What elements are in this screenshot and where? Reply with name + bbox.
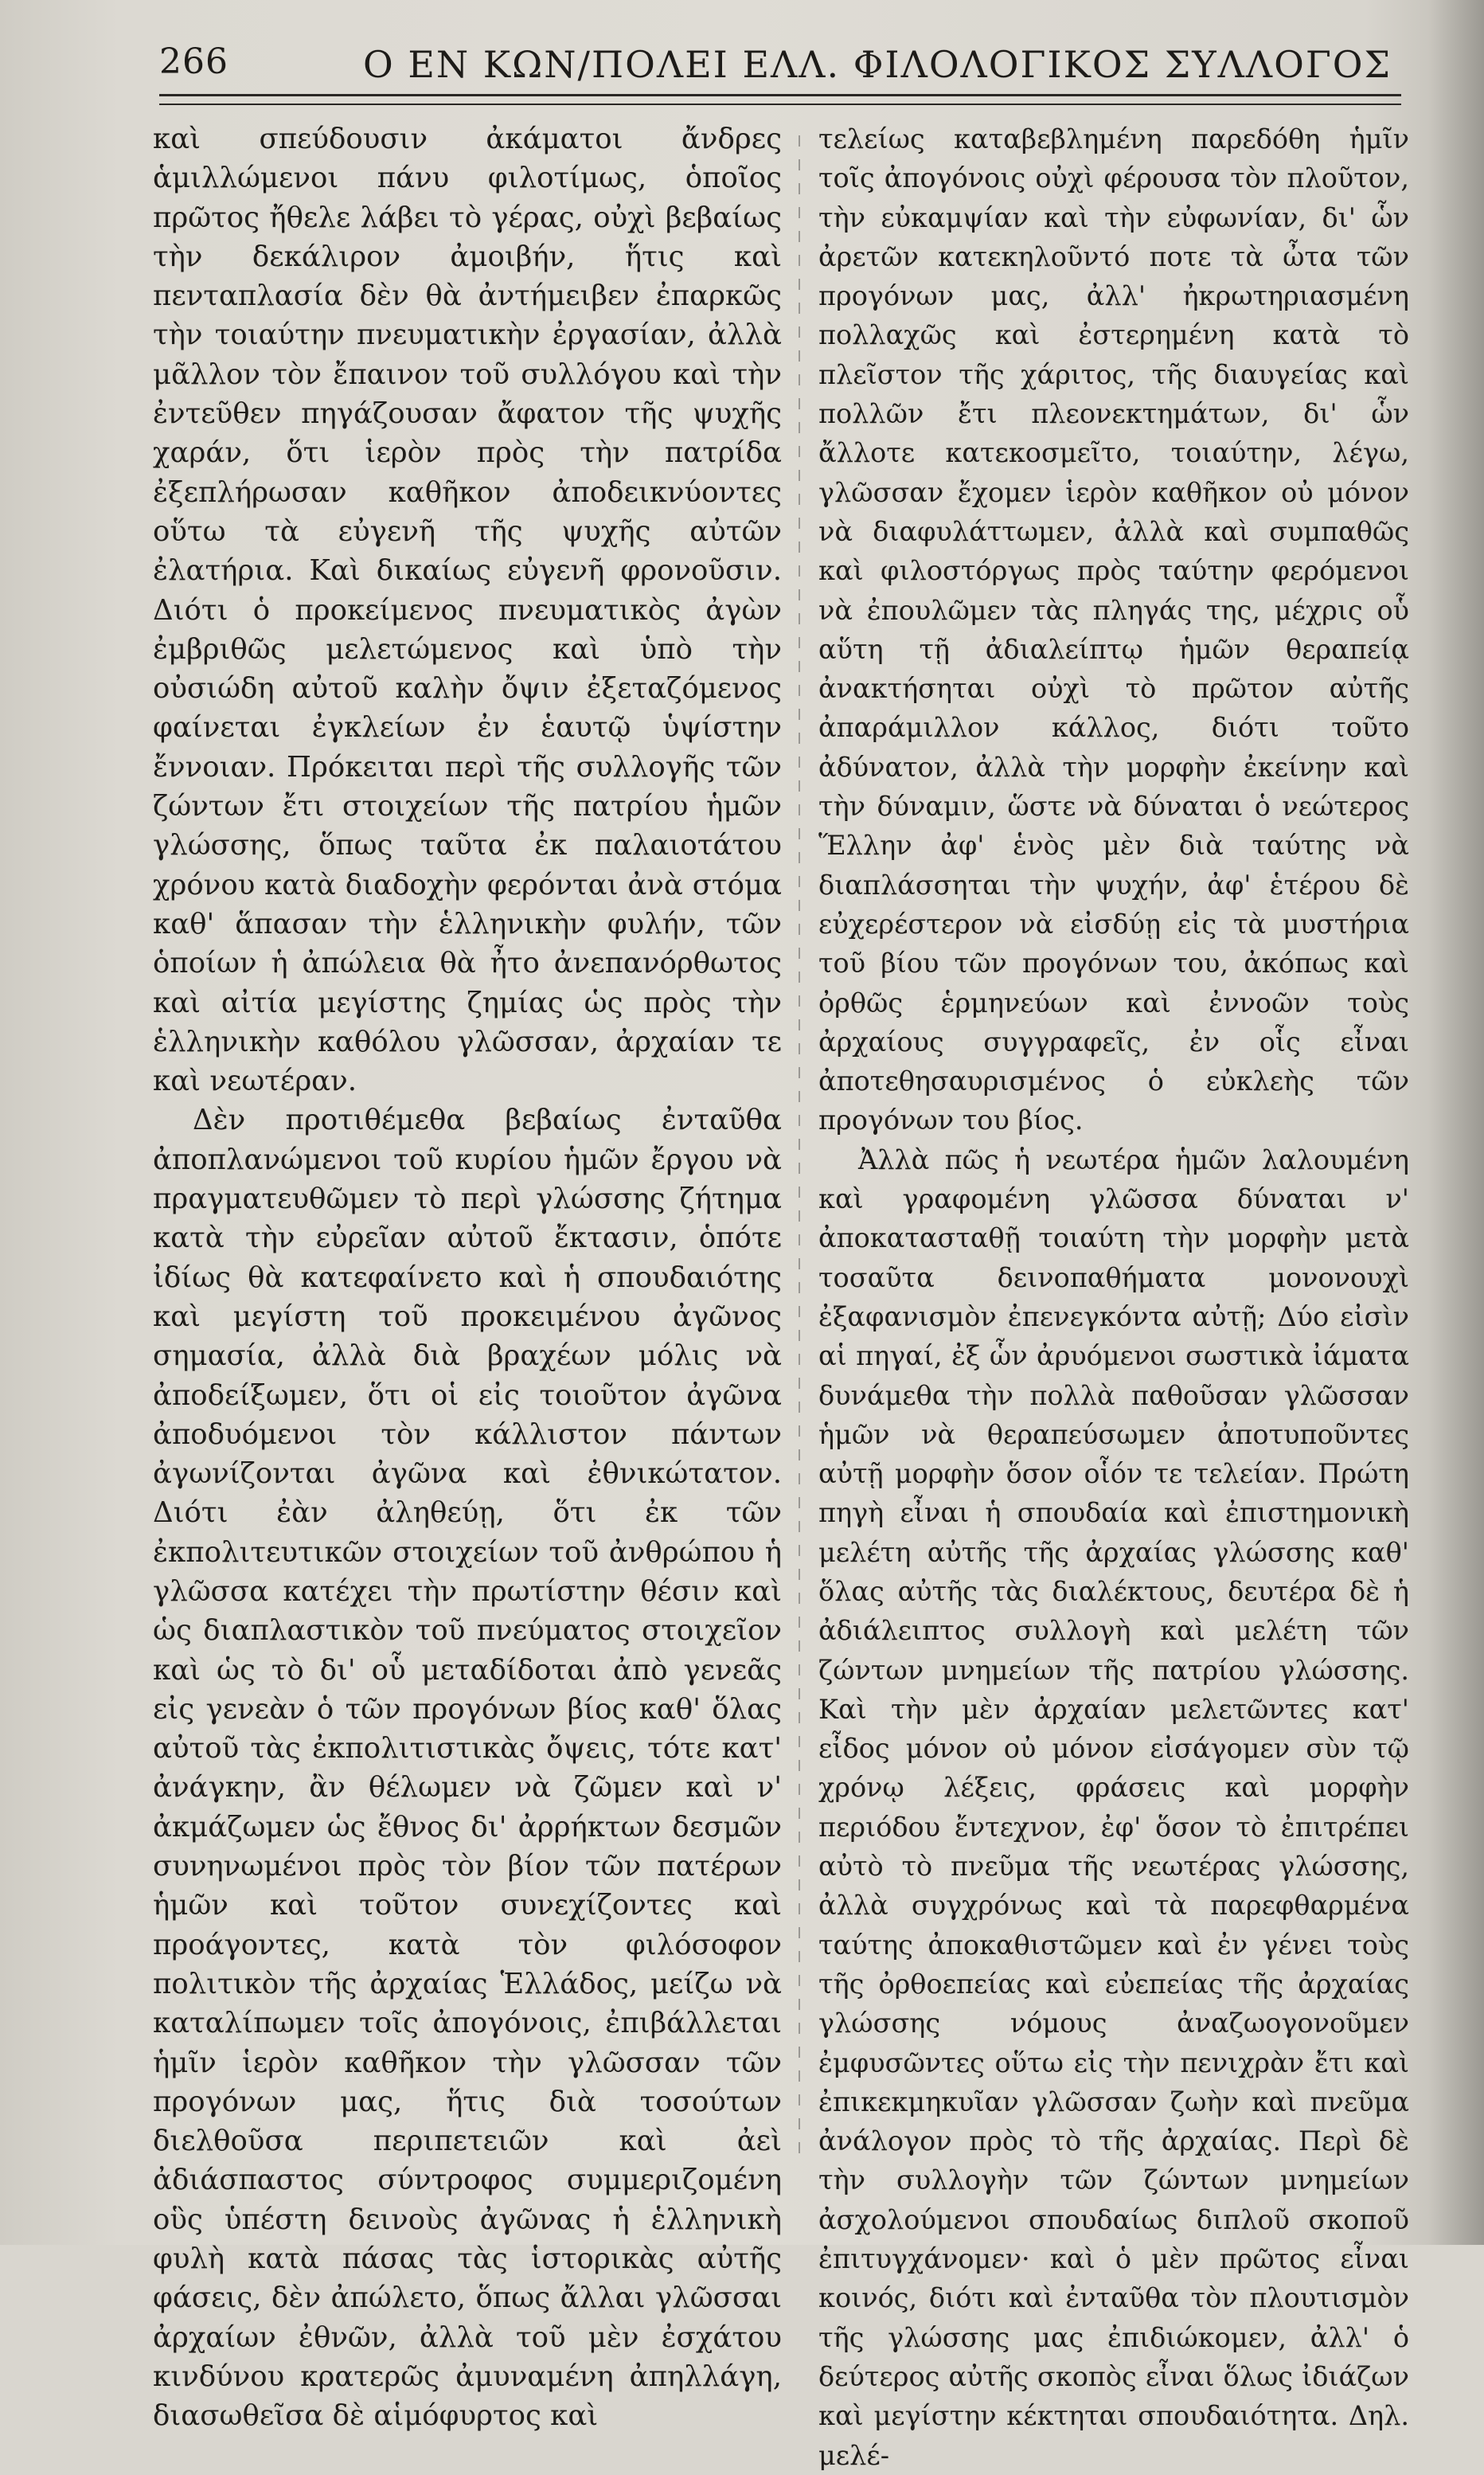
header-rule — [159, 94, 1401, 96]
left-paragraph-2: Δὲν προτιθέμεθα βεβαίως ἐνταῦθα ἀποπλανώμενοι τοῦ κυρίου ἡμῶν ἔργου νὰ πραγματευθῶμεν τὸ περὶ γλώσσης ζήτημα κατὰ τὴν εὐρεῖαν αὐτοῦ ἔκτασιν, ὁπότε ἰδίως θὰ κατεφαίνετο καὶ ἡ σπουδαιότης καὶ μεγίστη τοῦ προκειμένου ἀγῶνος σημασία, ἀλλὰ διὰ βραχέων μόλις νὰ ἀποδείξωμεν, ὅτι οἱ εἰς τοιοῦτον ἀγῶνα ἀποδυόμενοι τὸν κάλλιστον πάντων ἀγωνίζονται ἀγῶνα καὶ ἐθνικώτατον. Διότι ἐὰν ἀληθεύῃ, ὅτι ἐκ τῶν ἐκπολιτευτικῶν στοιχείων τοῦ ἀνθρώπου ἡ γλῶσσα κατέχει τὴν πρωτίστην θέσιν καὶ ὡς διαπλαστικὸν τοῦ πνεύματος στοιχεῖον καὶ ὡς τὸ δι' οὗ μεταδίδοται ἀπὸ γενεᾶς εἰς γενεὰν ὁ τῶν προγόνων βίος καθ' ὅλας αὐτοῦ τὰς ἐκπολιτιστικὰς ὄψεις, τότε κατ' ἀνάγκην, ἂν θέλωμεν νὰ ζῶμεν καὶ ν' ἀκμάζωμεν ὡς ἔθνος δι' ἀρρήκτων δεσμῶν συνηνωμένοι πρὸς τὸν βίον τῶν πατέρων ἡμῶν καὶ τοῦτον συνεχίζοντες καὶ προάγοντες, κατὰ τὸν φιλόσοφον πολιτικὸν τῆς ἀρχαίας Ἑλλάδος, μείζω νὰ καταλίπωμεν τοῖς ἀπογόνοις, ἐπιβάλλεται ἡμῖν ἱερὸν καθῆκον τὴν γλῶσσαν τῶν προγόνων μας, ἥτις διὰ τοσούτων διελθοῦσα περιπετειῶν καὶ ἀεὶ ἀδιάσπαστος σύντροφος συμμεριζομένη οὓς ὑπέστη δεινοὺς ἀγῶνας ἡ ἑλληνικὴ φυλὴ κατὰ πάσας τὰς ἱστορικὰς αὐτῆς φάσεις, δὲν ἀπώλετο, ὅπως ἄλλαι γλῶσσαι ἀρχαίων ἐθνῶν, ἀλλὰ τοῦ μὲν ἐσχάτου κινδύνου κρατερῶς ἀμυναμένη ἀπηλλάγη, διασωθεῖσα δὲ αἱμόφυρτος καὶ — [153, 1104, 782, 2433]
page-number: 266 — [159, 41, 228, 82]
header-rule-thin — [159, 104, 1401, 105]
left-paragraph-1: καὶ σπεύδουσιν ἀκάματοι ἄνδρες ἁμιλλώμενοι πάνυ φιλοτίμως, ὁποῖος πρῶτος ἤθελε λάβει τὸ γέρας, οὐχὶ βεβαίως τὴν δεκάλιρον ἀμοιβήν, ἥτις καὶ πενταπλασία δὲν θὰ ἀντήμειβεν ἐπαρκῶς τὴν τοιαύτην πνευματικὴν ἐργασίαν, ἀλλὰ μᾶλλον τὸν ἔπαινον τοῦ συλλόγου καὶ τὴν ἐντεῦθεν πηγάζουσαν ἄφατον τῆς ψυχῆς χαράν, ὅτι ἱερὸν πρὸς τὴν πατρίδα ἐξεπλήρωσαν καθῆκον ἀποδεικνύοντες οὕτω τὰ εὐγενῆ τῆς ψυχῆς αὐτῶν ἐλατήρια. Καὶ δικαίως εὐγενῆ φρονοῦσιν. Διότι ὁ προκείμενος πνευματικὸς ἀγὼν ἐμβριθῶς μελετώμενος καὶ ὑπὸ τὴν οὐσιώδη αὐτοῦ καλὴν ὄψιν ἐξεταζόμενος φαίνεται ἐγκλείων ἐν ἑαυτῷ ὑψίστην ἔννοιαν. Πρόκειται περὶ τῆς συλλογῆς τῶν ζώντων ἔτι στοιχείων τῆς πατρίου ἡμῶν γλώσσης, ὅπως ταῦτα ἐκ παλαιοτάτου χρόνου κατὰ διαδοχὴν φερόνται ἀνὰ στόμα καθ' ἅπασαν τὴν ἑλληνικὴν φυλήν, τῶν ὁποίων ἡ ἀπώλεια θὰ ἦτο ἀνεπανόρθωτος καὶ αἰτία μεγίστης ζημίας ὡς πρὸς τὴν ἑλληνικὴν καθόλου γλῶσσαν, ἀρχαίαν τε καὶ νεωτέραν. — [153, 123, 782, 1098]
left-text-column — [153, 119, 782, 2436]
page-gutter-shadow — [1428, 0, 1484, 2245]
right-paragraph-1: τελείως καταβεβλημένη παρεδόθη ἡμῖν τοῖς ἀπογόνοις οὐχὶ φέρουσα τὸν πλοῦτον, τὴν εὐκαμψίαν καὶ τὴν εὐφωνίαν, δι' ὧν ἀρετῶν κατεκηλοῦντό ποτε τὰ ὦτα τῶν προγόνων μας, ἀλλ' ἠκρωτηριασμένη πολλαχῶς καὶ ἐστερημένη κατὰ τὸ πλεῖστον τῆς χάριτος, τῆς διαυγείας καὶ πολλῶν ἔτι πλεονεκτημάτων, δι' ὧν ἄλλοτε κατεκοσμεῖτο, τοιαύτην, λέγω, γλῶσσαν ἔχομεν ἱερὸν καθῆκον οὐ μόνον νὰ διαφυλάττωμεν, ἀλλὰ καὶ συμπαθῶς καὶ φιλοστόργως πρὸς ταύτην φερόμενοι νὰ ἐπουλῶμεν τὰς πληγάς της, μέχρις οὗ αὕτη τῇ ἀδιαλείπτῳ ἡμῶν θεραπείᾳ ἀνακτήσηται οὐχὶ τὸ πρῶτον αὐτῆς ἀπαράμιλλον κάλλος, διότι τοῦτο ἀδύνατον, ἀλλὰ τὴν μορφὴν ἐκείνην καὶ τὴν δύναμιν, ὥστε νὰ δύναται ὁ νεώτερος Ἕλλην ἀφ' ἑνὸς μὲν διὰ ταύτης νὰ διαπλάσσηται τὴν ψυχήν, ἀφ' ἑτέρου δὲ εὐχερέστερον νὰ εἰσδύῃ εἰς τὰ μυστήρια τοῦ βίου τῶν προγόνων του, ἀκόπως καὶ ὀρθῶς ἑρμηνεύων καὶ ἐννοῶν τοὺς ἀρχαίους συγγραφεῖς, ἐν οἷς εἶναι ἀποτεθησαυρισμένος ὁ εὐκλεὴς τῶν προγόνων του βίος. — [818, 123, 1409, 1136]
right-text-column — [818, 119, 1409, 2475]
running-title: Ο ΕΝ ΚΩΝ/ΠΟΛΕΙ ΕΛΛ. ΦΙΛΟΛΟΓΙΚΟΣ ΣΥΛΛΟΓΟΣ — [363, 43, 1392, 86]
column-divider — [799, 135, 800, 2166]
right-paragraph-2: Ἀλλὰ πῶς ἡ νεωτέρα ἡμῶν λαλουμένη καὶ γραφομένη γλῶσσα δύναται ν' ἀποκατασταθῇ τοιαύτη τὴν μορφὴν μετὰ τοσαῦτα δεινοπαθήματα μονονουχὶ ἐξαφανισμὸν ἐπενεγκόντα αὐτῇ; Δύο εἰσὶν αἱ πηγαί, ἐξ ὧν ἀρυόμενοι σωστικὰ ἰάματα δυνάμεθα τὴν πολλὰ παθοῦσαν γλῶσσαν ἡμῶν νὰ θεραπεύσωμεν ἀποτυποῦντες αὐτῇ μορφὴν ὅσον οἷόν τε τελείαν. Πρώτη πηγὴ εἶναι ἡ σπουδαία καὶ ἐπιστημονικὴ μελέτη αὐτῆς τῆς ἀρχαίας γλώσσης καθ' ὅλας αὐτῆς τὰς διαλέκτους, δευτέρα δὲ ἡ ἀδιάλειπτος συλλογὴ καὶ μελέτη τῶν ζώντων μνημείων τῆς πατρίου γλώσσης. Καὶ τὴν μὲν ἀρχαίαν μελετῶντες κατ' εἶδος μόνον οὐ μόνον εἰσάγομεν σὺν τῷ χρόνῳ λέξεις, φράσεις καὶ μορφὴν περιόδου ἔντεχνον, ἐφ' ὅσον τὸ ἐπιτρέπει αὐτὸ τὸ πνεῦμα τῆς νεωτέρας γλώσσης, ἀλλὰ συγχρόνως καὶ τὰ παρεφθαρμένα ταύτης ἀποκαθιστῶμεν καὶ ἐν γένει τοὺς τῆς ὀρθοεπείας καὶ εὐεπείας τῆς ἀρχαίας γλώσσης νόμους ἀναζωογονοῦμεν ἐμφυσῶντες οὕτω εἰς τὴν πενιχρὰν ἔτι καὶ ἐπικεκμηκυῖαν γλῶσσαν ζωὴν καὶ πνεῦμα ἀνάλογον πρὸς τὸ τῆς ἀρχαίας. Περὶ δὲ τὴν συλλογὴν τῶν ζώντων μνημείων ἀσχολούμενοι σπουδαίως διπλοῦ σκοποῦ ἐπιτυγχάνομεν· καὶ ὁ μὲν πρῶτος εἶναι κοινός, διότι καὶ ἐνταῦθα τὸν πλουτισμὸν τῆς γλώσσης μας ἐπιδιώκομεν, ἀλλ' ὁ δεύτερος αὐτῆς σκοπὸς εἶναι ὅλως ἰδιάζων καὶ μεγίστην κέκτηται σπουδαιότητα. Δηλ. μελέ- — [818, 1144, 1409, 2471]
